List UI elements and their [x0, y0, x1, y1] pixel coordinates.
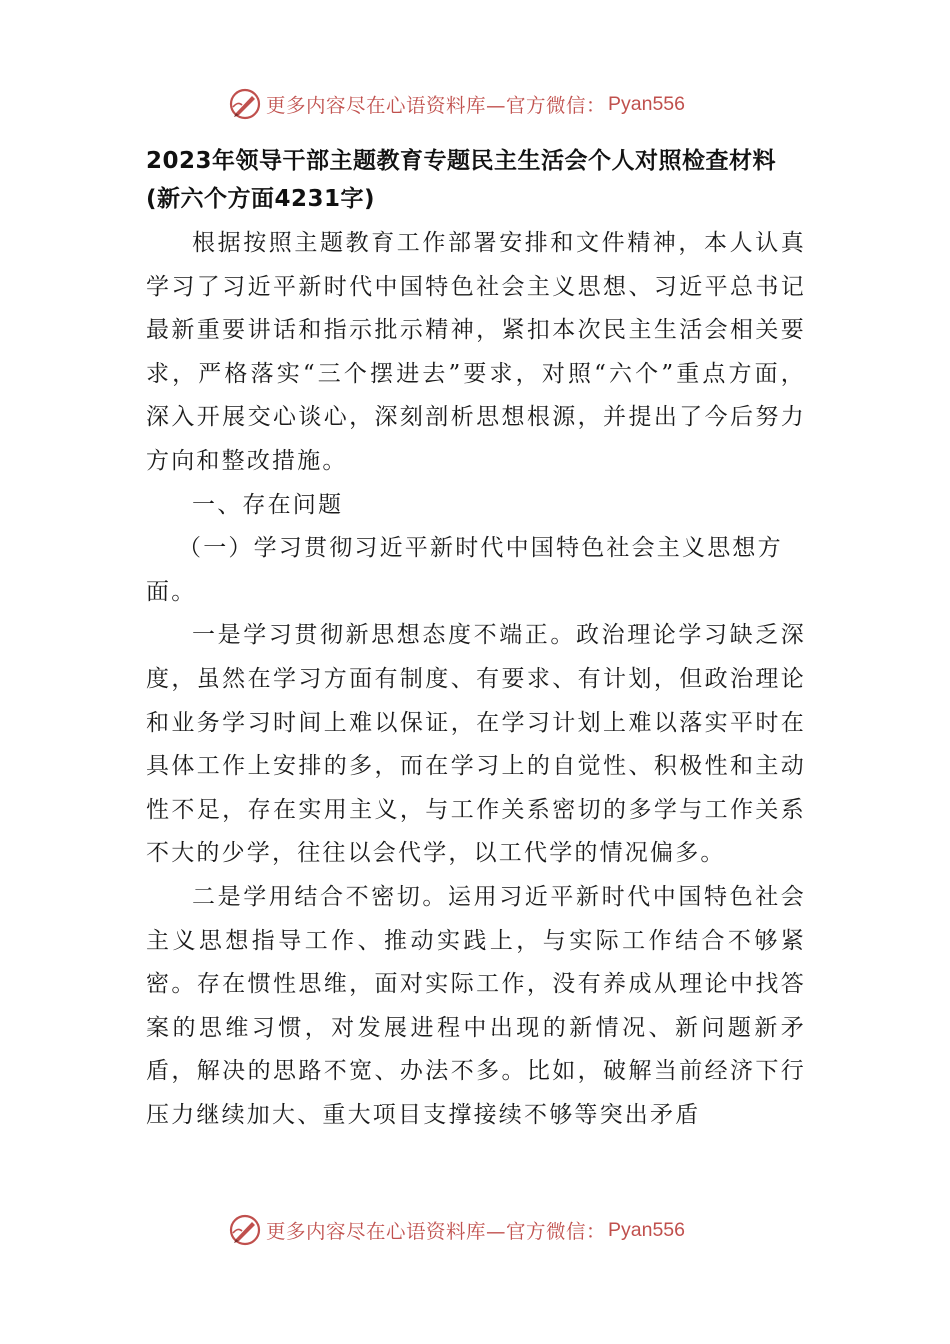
point-1-paragraph: 一是学习贯彻新思想态度不端正。政治理论学习缺乏深度，虽然在学习方面有制度、有要求、有计划，但政治理论和业务学习时间上难以保证，在学习计划上难以落实平时在具体工作上安排的多，而在学习上的自觉性、积极性和主动性不足，存在实用主义，与工作关系密切的多学与工作关系不大的少学，往往以会代学，以工代学的情况偏多。 [146, 622, 806, 867]
header-watermark [228, 86, 685, 122]
point-2-paragraph: 二是学用结合不密切。运用习近平新时代中国特色社会主义思想指导工作、推动实践上，与实际工作结合不够紧密。存在惯性思维，面对实际工作，没有养成从理论中找答案的思维习惯，对发展进程中出现的新情况、新问题新矛盾，解决的思路不宽、办法不多。比如，破解当前经济下行压力继续加大、重大项目支撑接续不够等突出矛盾 [146, 883, 806, 1128]
section-heading-problems: 一、存在问题 [192, 491, 344, 518]
pen-logo-icon [228, 87, 262, 121]
watermark-text: 更多内容尽在心语资料库—官方微信： [266, 1220, 607, 1243]
document-body [146, 142, 806, 1137]
document-title: 2023年领导干部主题教育专题民主生活会个人对照检查材料(新六个方面4231字) [146, 148, 777, 212]
footer-watermark [228, 1212, 685, 1248]
pen-logo-icon [228, 1213, 262, 1247]
watermark-wechat-id: Pyan556 [608, 92, 685, 115]
watermark-wechat-id: Pyan556 [608, 1218, 685, 1241]
subsection-heading-study: （一）学习贯彻习近平新时代中国特色社会主义思想方面。 [146, 535, 783, 605]
intro-paragraph: 根据按照主题教育工作部署安排和文件精神，本人认真学习了习近平新时代中国特色社会主义思想、习近平总书记最新重要讲话和指示批示精神，紧扣本次民主生活会相关要求，严格落实“三个摆进去”要求，对照“六个”重点方面，深入开展交心谈心，深刻剖析思想根源，并提出了今后努力方向和整改措施。 [146, 230, 806, 474]
watermark-text: 更多内容尽在心语资料库—官方微信： [266, 94, 607, 117]
